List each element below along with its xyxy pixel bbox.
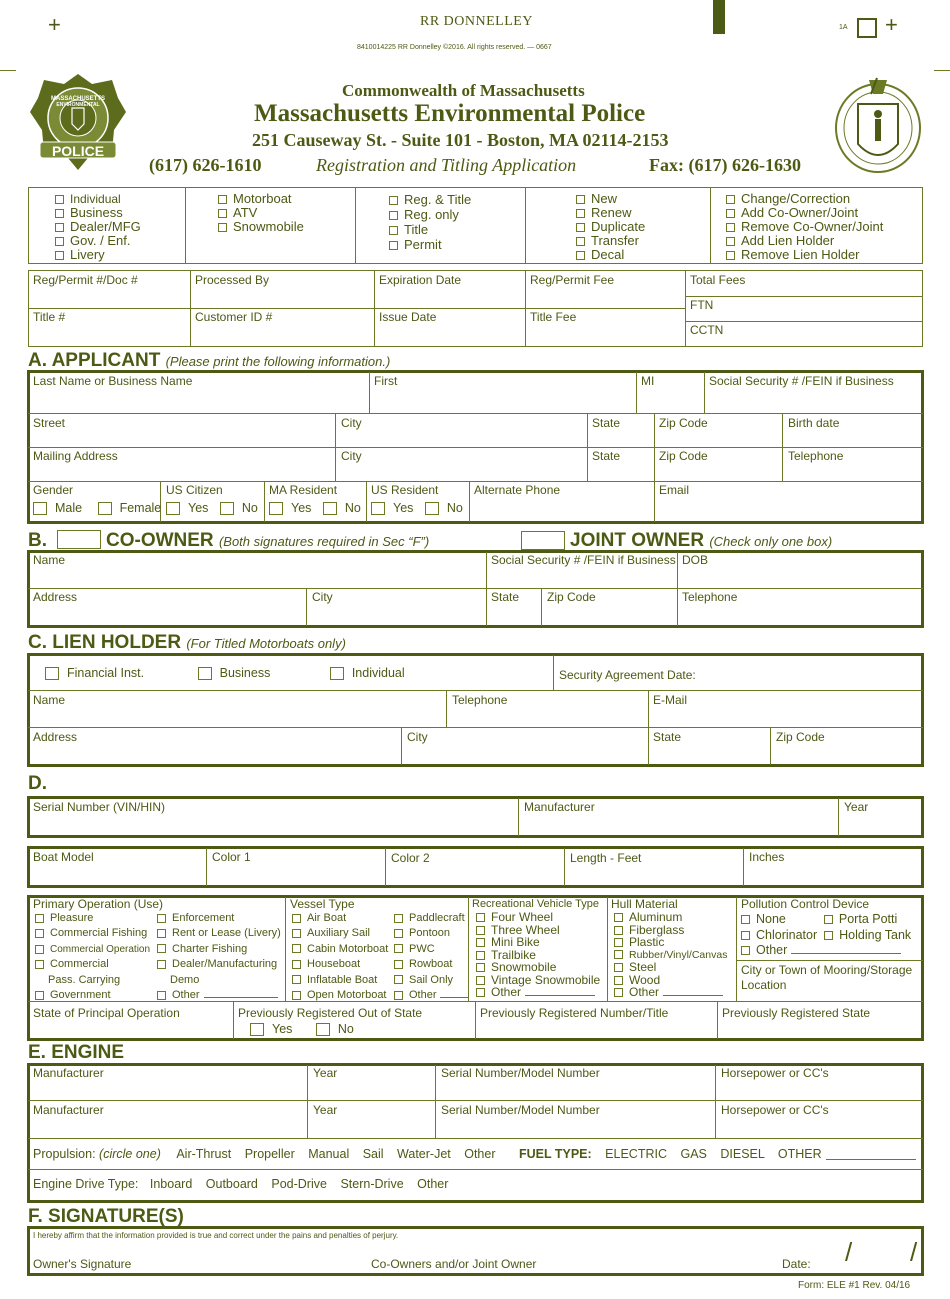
length-feet-field[interactable]: Length - Feet xyxy=(570,851,642,865)
engine1-manufacturer-field[interactable]: Manufacturer xyxy=(33,1066,104,1080)
primary-pleasure[interactable]: Pleasure xyxy=(35,911,150,926)
pollution-device-options xyxy=(741,912,911,959)
street-field[interactable]: Street xyxy=(33,416,66,430)
prev-registered-state-field[interactable]: Previously Registered State xyxy=(722,1006,871,1020)
co-owner-signature-field[interactable]: Co-Owners and/or Joint Owner xyxy=(371,1257,537,1271)
boat-model-field[interactable]: Boat Model xyxy=(33,850,94,864)
drive-type-row: Engine Drive Type: Inboard Outboard Pod-Drive Stern-Drive Other xyxy=(33,1177,449,1191)
year-field[interactable]: Year xyxy=(844,800,869,814)
vessel-type-col2 xyxy=(394,911,468,1003)
birth-date-field[interactable]: Birth date xyxy=(788,416,840,430)
registration-bar xyxy=(713,0,725,34)
police-badge-logo xyxy=(26,72,130,172)
checkbox-atv[interactable]: ATV xyxy=(218,206,304,220)
ma-resident-label: MA Resident xyxy=(269,483,338,497)
female-checkbox[interactable]: Female xyxy=(98,501,162,515)
ma-resident-no[interactable]: No xyxy=(323,501,361,515)
rec-trailbike[interactable]: Trailbike xyxy=(476,949,600,962)
joint-owner-title: JOINT OWNER (Check only one box) xyxy=(570,530,833,551)
engine1-hp-field[interactable]: Horsepower or CC's xyxy=(721,1066,829,1080)
co-owner-zip-field[interactable]: Zip Code xyxy=(547,590,596,604)
rec-vehicle-list xyxy=(476,911,600,999)
male-checkbox[interactable]: Male xyxy=(33,501,82,515)
pollution-other[interactable]: Other xyxy=(741,943,911,959)
primary-commercial[interactable]: Commercial xyxy=(35,957,150,972)
checkbox-gov[interactable]: Gov. / Enf. xyxy=(55,234,141,248)
section-f-title: F. SIGNATURE(S) xyxy=(28,1206,184,1227)
agency-address: 251 Causeway St. - Suite 101 - Boston, MA 02114-2153 xyxy=(252,130,669,150)
serial-number-field[interactable]: Serial Number (VIN/HIN) xyxy=(33,800,166,814)
vessel-auxiliary-sail[interactable]: Auxiliary Sail xyxy=(292,926,388,941)
vessel-air-boat[interactable]: Air Boat xyxy=(292,911,388,926)
owner-type-list xyxy=(55,192,141,262)
co-owner-address-field[interactable]: Address xyxy=(33,590,78,604)
vessel-paddlecraft[interactable]: Paddlecraft xyxy=(394,911,468,926)
vessel-sail-only[interactable]: Sail Only xyxy=(394,973,468,988)
svg-text:ENVIRONMENTAL: ENVIRONMENTAL xyxy=(56,102,100,108)
us-resident-options xyxy=(371,501,463,515)
date-separators: / / xyxy=(845,1237,918,1267)
corner-square-icon xyxy=(857,18,877,38)
vessel-type-col1 xyxy=(292,911,388,1003)
engine2-hp-field[interactable]: Horsepower or CC's xyxy=(721,1103,829,1117)
action-type-list xyxy=(389,192,471,252)
hull-other[interactable]: Other xyxy=(614,986,727,999)
pollution-none[interactable]: None xyxy=(741,912,786,926)
business-checkbox[interactable]: Business xyxy=(198,666,271,680)
co-owner-name-field[interactable]: Name xyxy=(33,553,66,567)
owner-signature-field[interactable]: Owner's Signature xyxy=(33,1257,132,1271)
printer-name: RR DONNELLEY xyxy=(420,14,533,29)
engine1-year-field[interactable]: Year xyxy=(313,1066,338,1080)
checkbox-transfer[interactable]: Transfer xyxy=(576,234,645,248)
drive-other[interactable]: Other xyxy=(417,1177,449,1191)
checkbox-change-correction[interactable]: Change/Correction xyxy=(726,192,883,206)
hull-steel[interactable]: Steel xyxy=(614,961,727,974)
drive-outboard[interactable]: Outboard xyxy=(205,1177,258,1191)
propulsion-manual[interactable]: Manual xyxy=(308,1147,350,1161)
vehicle-type-list xyxy=(218,192,304,234)
checkbox-reg-title[interactable]: Reg. & Title xyxy=(389,192,471,207)
rec-other[interactable]: Other xyxy=(476,986,600,999)
primary-government[interactable]: Government xyxy=(35,988,150,1003)
ftn-field[interactable]: FTN xyxy=(690,298,714,312)
fuel-type-label: FUEL TYPE: xyxy=(518,1147,592,1161)
hull-wood[interactable]: Wood xyxy=(614,974,727,987)
form-number: Form: ELE #1 Rev. 04/16 xyxy=(798,1280,911,1291)
total-fees-field[interactable]: Total Fees xyxy=(690,273,746,287)
propulsion-other[interactable]: Other xyxy=(464,1147,496,1161)
fuel-other-line[interactable] xyxy=(826,1159,916,1160)
prev-registered-number-field[interactable]: Previously Registered Number/Title xyxy=(480,1006,669,1020)
pollution-porta-potti[interactable]: Porta Potti xyxy=(824,912,897,926)
primary-pass-carrying: Pass. Carrying xyxy=(48,973,121,986)
vessel-inflatable[interactable]: Inflatable Boat xyxy=(292,973,388,988)
co-owner-checkbox[interactable] xyxy=(57,530,101,549)
checkbox-motorboat[interactable]: Motorboat xyxy=(218,192,304,206)
edge-mark xyxy=(934,70,950,71)
printer-line: 8410014225 RR Donnelley ©2016. All rights reserved. — 0667 xyxy=(357,44,552,51)
lien-state-field[interactable]: State xyxy=(653,730,682,744)
vessel-desc-box xyxy=(27,846,924,888)
co-owner-telephone-field[interactable]: Telephone xyxy=(682,590,738,604)
prev-registered-label: Previously Registered Out of State xyxy=(238,1006,423,1020)
agency-title: Massachusetts Environmental Police xyxy=(254,100,646,127)
ma-resident-options xyxy=(269,501,361,515)
vessel-pontoon[interactable]: Pontoon xyxy=(394,926,468,941)
propulsion-row: Propulsion: (circle one) Air-Thrust Propeller Manual Sail Water-Jet Other FUEL TYPE: ELECTRIC GAS DIESEL OTHER xyxy=(33,1147,822,1161)
primary-operation-title: Primary Operation (Use) xyxy=(33,897,164,911)
checkbox-livery[interactable]: Livery xyxy=(55,248,141,262)
co-owner-title: CO-OWNER (Both signatures required in Sec “F”) xyxy=(106,530,430,551)
checkbox-permit[interactable]: Permit xyxy=(389,237,471,252)
us-resident-no[interactable]: No xyxy=(425,501,463,515)
title-no-field[interactable]: Title # xyxy=(33,310,66,324)
primary-rent-lease[interactable]: Rent or Lease (Livery) xyxy=(157,926,281,941)
propulsion-propeller[interactable]: Propeller xyxy=(244,1147,295,1161)
alt-phone-field[interactable]: Alternate Phone xyxy=(474,483,561,497)
vessel-houseboat[interactable]: Houseboat xyxy=(292,957,388,972)
hull-rubber[interactable]: Rubber/Vinyl/Canvas xyxy=(614,949,727,962)
section-a-title: A. APPLICANT (Please print the following information.) xyxy=(28,350,391,371)
financial-inst-checkbox[interactable]: Financial Inst. xyxy=(45,666,144,680)
primary-dealer-manufacturing[interactable]: Dealer/Manufacturing xyxy=(157,957,281,972)
checkbox-dealer[interactable]: Dealer/MFG xyxy=(55,220,141,234)
signature-date-field[interactable]: Date: xyxy=(782,1257,811,1271)
corner-code: 1A xyxy=(839,24,848,31)
co-owner-ssn-field[interactable]: Social Security # /FEIN if Business xyxy=(491,553,676,567)
lien-city-field[interactable]: City xyxy=(407,730,428,744)
first-name-field[interactable]: First xyxy=(374,374,398,388)
drive-pod-drive[interactable]: Pod-Drive xyxy=(271,1177,327,1191)
us-citizen-yes[interactable]: Yes xyxy=(166,501,208,515)
drive-stern-drive[interactable]: Stern-Drive xyxy=(340,1177,404,1191)
checkbox-reg-only[interactable]: Reg. only xyxy=(389,207,471,222)
us-citizen-options xyxy=(166,501,258,515)
agency-fax: Fax: (617) 626-1630 xyxy=(649,155,801,175)
propulsion-sail[interactable]: Sail xyxy=(362,1147,384,1161)
pollution-chlorinator[interactable]: Chlorinator xyxy=(741,928,817,942)
telephone-field[interactable]: Telephone xyxy=(788,449,844,463)
processed-by-field[interactable]: Processed By xyxy=(195,273,270,287)
hull-plastic[interactable]: Plastic xyxy=(614,936,727,949)
state-principal-operation-field[interactable]: State of Principal Operation xyxy=(33,1006,180,1020)
mailing-state-field[interactable]: State xyxy=(592,449,621,463)
crosshair-icon: + xyxy=(48,12,61,37)
inches-field[interactable]: Inches xyxy=(749,850,785,864)
vessel-type-title: Vessel Type xyxy=(290,897,355,911)
prev-registered-yes[interactable]: Yes xyxy=(250,1022,292,1036)
lien-name-field[interactable]: Name xyxy=(33,693,66,707)
engine2-manufacturer-field[interactable]: Manufacturer xyxy=(33,1103,104,1117)
primary-other[interactable]: Other xyxy=(157,988,281,1003)
email-field[interactable]: Email xyxy=(659,483,690,497)
engine2-year-field[interactable]: Year xyxy=(313,1103,338,1117)
co-owner-box xyxy=(27,550,924,628)
pollution-device-title: Pollution Control Device xyxy=(741,897,870,911)
vessel-open-motorboat[interactable]: Open Motorboat xyxy=(292,988,388,1003)
hull-aluminum[interactable]: Aluminum xyxy=(614,911,727,924)
lien-email-field[interactable]: E-Mail xyxy=(653,693,688,707)
rec-four-wheel[interactable]: Four Wheel xyxy=(476,911,600,924)
lien-type-options xyxy=(45,666,405,680)
prev-registered-no[interactable]: No xyxy=(316,1022,354,1036)
primary-commercial-operation[interactable]: Commercial Operation xyxy=(35,942,150,957)
gender-label: Gender xyxy=(33,483,74,497)
reg-permit-fee-field[interactable]: Reg/Permit Fee xyxy=(530,273,615,287)
customer-id-field[interactable]: Customer ID # xyxy=(195,310,273,324)
commonwealth-seal-logo xyxy=(833,74,923,174)
pollution-holding-tank[interactable]: Holding Tank xyxy=(824,928,911,942)
edge-mark xyxy=(0,70,16,71)
section-d-title: D. xyxy=(28,773,47,794)
title-fee-field[interactable]: Title Fee xyxy=(530,310,577,324)
manufacturer-field[interactable]: Manufacturer xyxy=(524,800,595,814)
lien-address-field[interactable]: Address xyxy=(33,730,78,744)
checkbox-decal[interactable]: Decal xyxy=(576,248,645,262)
us-citizen-no[interactable]: No xyxy=(220,501,258,515)
co-owner-dob-field[interactable]: DOB xyxy=(682,553,709,567)
change-type-list xyxy=(726,192,883,262)
primary-operation-col2 xyxy=(157,911,281,1003)
rec-vehicle-title: Recreational Vehicle Type xyxy=(472,898,599,910)
agency-phone: (617) 626-1610 xyxy=(149,155,262,175)
hull-material-list xyxy=(614,911,727,999)
primary-enforcement[interactable]: Enforcement xyxy=(157,911,281,926)
cctn-field[interactable]: CCTN xyxy=(690,323,724,337)
vessel-pwc[interactable]: PWC xyxy=(394,942,468,957)
vessel-rowboat[interactable]: Rowboat xyxy=(394,957,468,972)
color1-field[interactable]: Color 1 xyxy=(212,850,251,864)
lien-zip-field[interactable]: Zip Code xyxy=(776,730,825,744)
fuel-electric[interactable]: ELECTRIC xyxy=(605,1147,667,1161)
joint-owner-checkbox[interactable] xyxy=(521,531,565,550)
checkbox-add-lien[interactable]: Add Lien Holder xyxy=(726,234,883,248)
us-citizen-label: US Citizen xyxy=(166,483,223,497)
checkbox-duplicate[interactable]: Duplicate xyxy=(576,220,645,234)
mooring-location-field[interactable]: City or Town of Mooring/Storage Location xyxy=(741,963,913,992)
mailing-address-field[interactable]: Mailing Address xyxy=(33,449,118,463)
co-owner-state-field[interactable]: State xyxy=(491,590,520,604)
us-resident-yes[interactable]: Yes xyxy=(371,501,413,515)
checkbox-add-co-owner[interactable]: Add Co-Owner/Joint xyxy=(726,206,883,220)
svg-text:POLICE: POLICE xyxy=(51,143,105,159)
lien-telephone-field[interactable]: Telephone xyxy=(452,693,508,707)
fuel-gas[interactable]: GAS xyxy=(680,1147,707,1161)
rec-mini-bike[interactable]: Mini Bike xyxy=(476,936,600,949)
hull-material-title: Hull Material xyxy=(611,897,678,911)
primary-commercial-fishing[interactable]: Commercial Fishing xyxy=(35,926,150,941)
fuel-diesel[interactable]: DIESEL xyxy=(720,1147,765,1161)
us-resident-label: US Resident xyxy=(371,483,439,497)
affirmation-text: I hereby affirm that the information provided is true and correct under the pains and penalties of perjury. xyxy=(33,1231,399,1240)
vessel-cabin-motorboat[interactable]: Cabin Motorboat xyxy=(292,942,388,957)
prev-registered-options xyxy=(250,1022,354,1036)
expiration-date-field[interactable]: Expiration Date xyxy=(379,273,462,287)
engine1-serial-field[interactable]: Serial Number/Model Number xyxy=(441,1066,600,1080)
crosshair-icon: + xyxy=(885,12,898,37)
commonwealth-heading: Commonwealth of Massachusetts xyxy=(342,81,585,100)
mailing-zip-field[interactable]: Zip Code xyxy=(659,449,708,463)
state-field[interactable]: State xyxy=(592,416,621,430)
engine2-serial-field[interactable]: Serial Number/Model Number xyxy=(441,1103,600,1117)
propulsion-air-thrust[interactable]: Air-Thrust xyxy=(176,1147,232,1161)
checkbox-new[interactable]: New xyxy=(576,192,645,206)
section-c-title: C. LIEN HOLDER (For Titled Motorboats only) xyxy=(28,632,346,653)
checkbox-title[interactable]: Title xyxy=(389,222,471,237)
status-type-list xyxy=(576,192,645,262)
primary-demo: Demo xyxy=(170,973,200,986)
co-owner-city-field[interactable]: City xyxy=(312,590,333,604)
color2-field[interactable]: Color 2 xyxy=(391,851,430,865)
ma-resident-yes[interactable]: Yes xyxy=(269,501,311,515)
fuel-other[interactable]: OTHER xyxy=(777,1147,822,1161)
checkbox-individual[interactable]: Individual xyxy=(55,192,141,206)
ssn-field[interactable]: Social Security # /FEIN if Business xyxy=(709,374,894,388)
form-title: Registration and Titling Application xyxy=(316,155,577,175)
primary-charter-fishing[interactable]: Charter Fishing xyxy=(157,942,281,957)
rec-three-wheel[interactable]: Three Wheel xyxy=(476,924,600,937)
primary-operation-col1 xyxy=(35,911,150,1003)
propulsion-water-jet[interactable]: Water-Jet xyxy=(397,1147,451,1161)
rec-vintage-snowmobile[interactable]: Vintage Snowmobile xyxy=(476,974,600,987)
zip-field[interactable]: Zip Code xyxy=(659,416,708,430)
security-agreement-date-field[interactable]: Security Agreement Date: xyxy=(559,668,696,682)
city-field[interactable]: City xyxy=(341,416,362,430)
last-name-field[interactable]: Last Name or Business Name xyxy=(33,374,193,388)
hull-fiberglass[interactable]: Fiberglass xyxy=(614,924,727,937)
gender-options xyxy=(33,501,161,515)
checkbox-remove-co-owner[interactable]: Remove Co-Owner/Joint xyxy=(726,220,883,234)
reg-permit-doc-field[interactable]: Reg/Permit #/Doc # xyxy=(33,273,138,287)
rec-snowmobile[interactable]: Snowmobile xyxy=(476,961,600,974)
individual-checkbox[interactable]: Individual xyxy=(330,666,405,680)
checkbox-snowmobile[interactable]: Snowmobile xyxy=(218,220,304,234)
checkbox-business[interactable]: Business xyxy=(55,206,141,220)
mi-field[interactable]: MI xyxy=(641,374,655,388)
checkbox-remove-lien[interactable]: Remove Lien Holder xyxy=(726,248,883,262)
svg-text:MASSACHUSETTS: MASSACHUSETTS xyxy=(50,96,106,102)
section-b-letter: B. xyxy=(28,530,47,551)
vessel-other[interactable]: Other xyxy=(394,988,468,1003)
checkbox-renew[interactable]: Renew xyxy=(576,206,645,220)
mailing-city-field[interactable]: City xyxy=(341,449,362,463)
section-e-title: E. ENGINE xyxy=(28,1042,125,1063)
issue-date-field[interactable]: Issue Date xyxy=(379,310,437,324)
drive-inboard[interactable]: Inboard xyxy=(149,1177,193,1191)
